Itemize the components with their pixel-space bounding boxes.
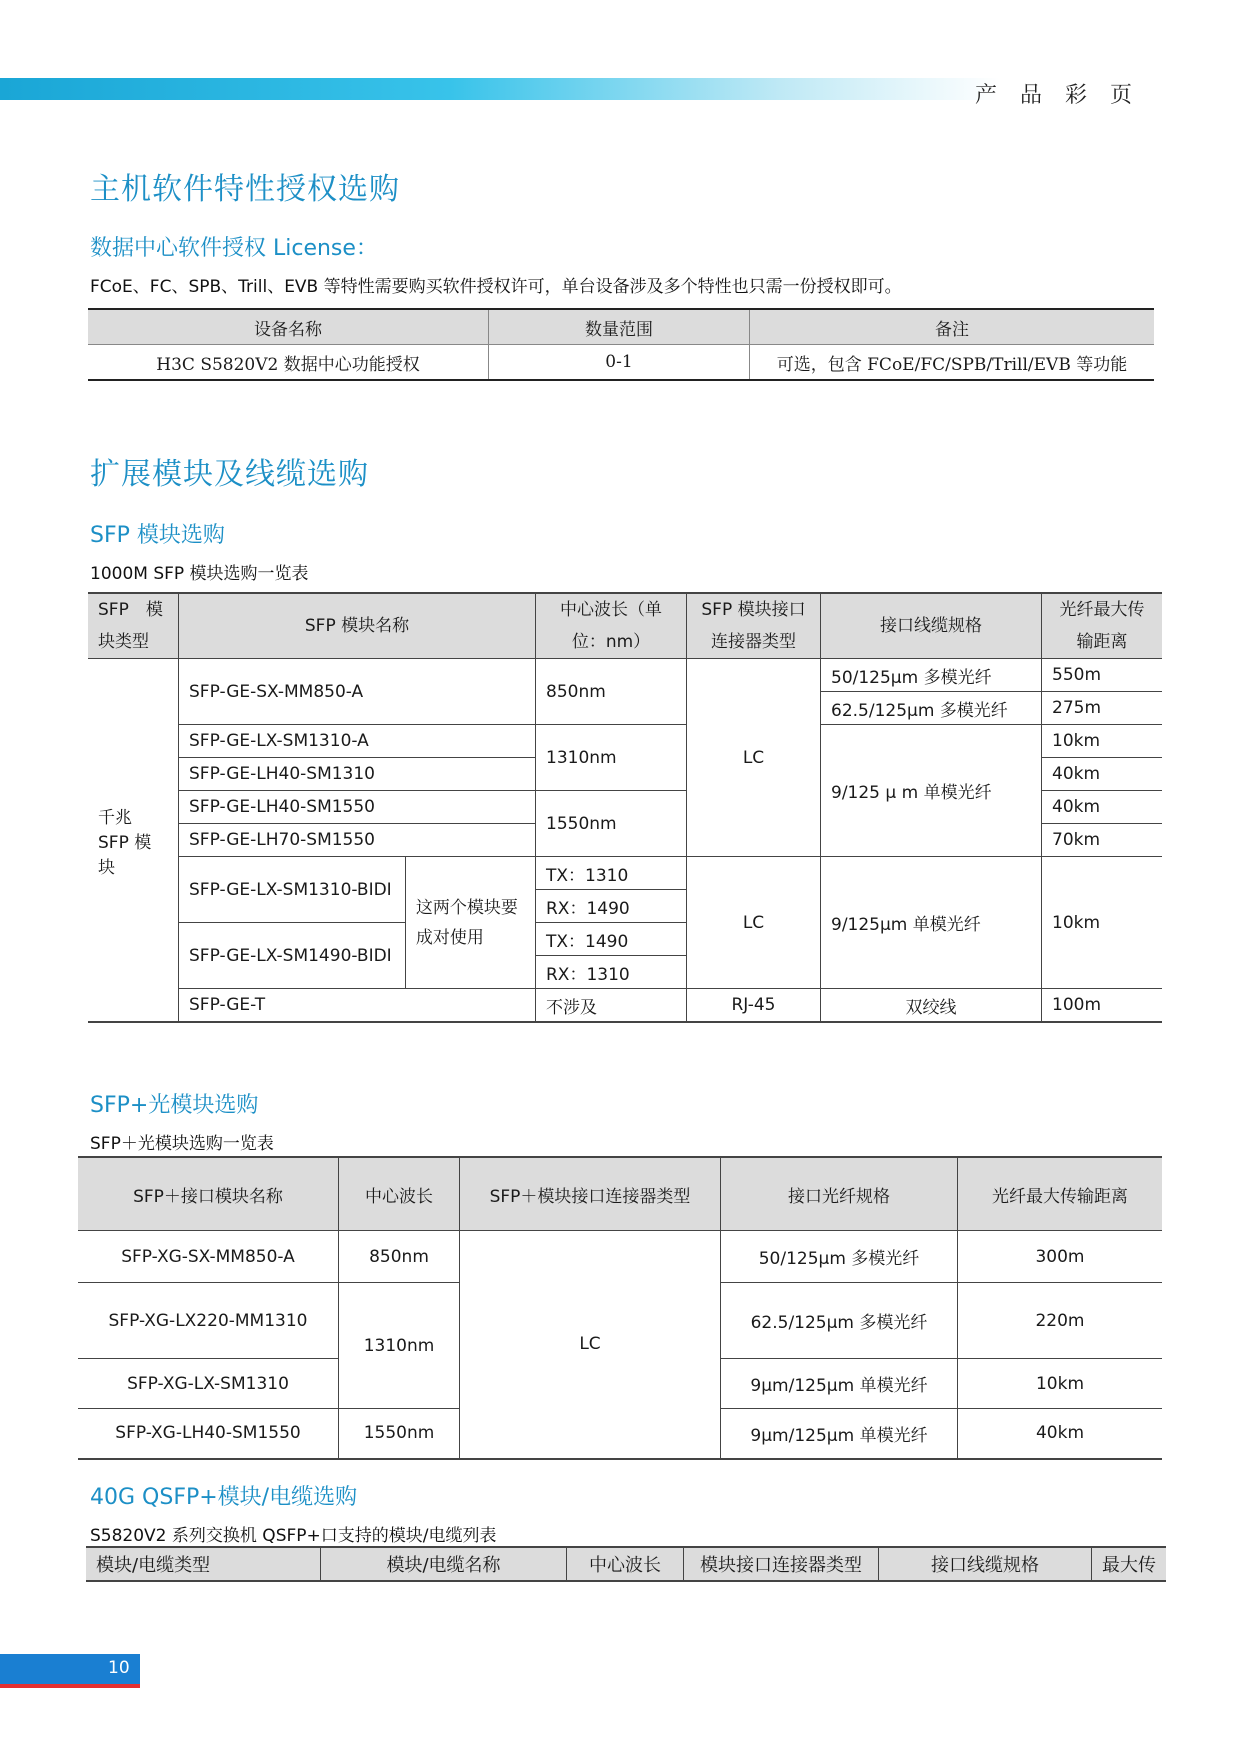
header-connector: 模块接口连接器类型 xyxy=(684,1547,879,1581)
cell-distance: 550m xyxy=(1042,659,1163,692)
cell-name: SFP-GE-LH70-SM1550 xyxy=(179,824,536,857)
header-label: 产 品 彩 页 xyxy=(975,83,1140,108)
section-title-modules-cables: 扩展模块及线缆选购 xyxy=(90,457,369,492)
table-row xyxy=(88,857,1162,890)
cell-wavelength: 1310nm xyxy=(536,725,687,791)
header-max-distance: 最大传 xyxy=(1092,1547,1167,1581)
header-device-name: 设备名称 xyxy=(88,309,489,345)
qsfp-module-table xyxy=(86,1546,1166,1582)
header-gradient-bar xyxy=(0,78,1000,100)
cell-name: SFP-XG-LX-SM1310 xyxy=(78,1359,339,1409)
caption-sfp-plus: SFP＋光模块选购一览表 xyxy=(90,1134,274,1154)
cell-distance: 10km xyxy=(1042,725,1163,758)
table-row xyxy=(88,659,1162,692)
cell-name: SFP-XG-LH40-SM1550 xyxy=(78,1409,339,1459)
cell-name: SFP-GE-LH40-SM1550 xyxy=(179,791,536,824)
subtitle-qsfp: 40G QSFP+模块/电缆选购 xyxy=(90,1485,358,1510)
cell-name: SFP-GE-LX-SM1310-BIDI xyxy=(179,857,406,923)
cell-name: SFP-XG-LX220-MM1310 xyxy=(78,1283,339,1359)
cell-distance: 10km xyxy=(958,1359,1163,1409)
header-max-distance: 光纤最大传输距离 xyxy=(1042,593,1163,659)
cell-name: SFP-XG-SX-MM850-A xyxy=(78,1231,339,1283)
header-wavelength: 中心波长 xyxy=(567,1547,684,1581)
cell-fiber: 9μm/125μm 单模光纤 xyxy=(721,1359,958,1409)
header-wavelength: 中心波长（单位：nm） xyxy=(536,593,687,659)
cell-fiber: 9μm/125μm 单模光纤 xyxy=(721,1409,958,1459)
cell-name: SFP-GE-LX-SM1310-A xyxy=(179,725,536,758)
sfp-plus-module-table xyxy=(78,1156,1162,1460)
section-title-software-license: 主机软件特性授权选购 xyxy=(90,172,400,207)
cell-distance: 40km xyxy=(1042,791,1163,824)
cell-wavelength: 1550nm xyxy=(339,1409,460,1459)
header-remarks: 备注 xyxy=(750,309,1155,345)
table-row xyxy=(88,345,1154,381)
table-header-row xyxy=(88,309,1154,345)
cell-distance: 300m xyxy=(958,1231,1163,1283)
cell-wavelength: TX：1490 xyxy=(536,923,687,956)
cell-name: SFP-GE-T xyxy=(179,989,536,1023)
subtitle-sfp: SFP 模块选购 xyxy=(90,523,225,548)
table-row xyxy=(88,989,1162,1023)
license-table xyxy=(88,308,1154,381)
caption-qsfp: S5820V2 系列交换机 QSFP+口支持的模块/电缆列表 xyxy=(90,1526,497,1546)
cell-wavelength: 850nm xyxy=(339,1231,460,1283)
header-module-type: 模块/电缆类型 xyxy=(86,1547,321,1581)
cell-distance: 40km xyxy=(1042,758,1163,791)
header-sfp-name: SFP 模块名称 xyxy=(179,593,536,659)
cell-name: SFP-GE-LX-SM1490-BIDI xyxy=(179,923,406,989)
caption-sfp: 1000M SFP 模块选购一览表 xyxy=(90,564,309,584)
sfp-module-table xyxy=(88,592,1162,1023)
cell-connector: LC xyxy=(687,659,821,857)
cell-distance: 100m xyxy=(1042,989,1163,1023)
header-connector: SFP＋模块接口连接器类型 xyxy=(460,1157,721,1231)
table-header-row xyxy=(86,1547,1166,1581)
header-max-distance: 光纤最大传输距离 xyxy=(958,1157,1163,1231)
cell-cable: 9/125μm 单模光纤 xyxy=(821,857,1042,989)
cell-distance: 275m xyxy=(1042,692,1163,725)
cell-name: SFP-GE-SX-MM850-A xyxy=(179,659,536,725)
page-number: 10 xyxy=(108,1658,130,1678)
subtitle-datacenter-license: 数据中心软件授权 License： xyxy=(90,236,378,261)
cell-wavelength: 不涉及 xyxy=(536,989,687,1023)
cell-connector: LC xyxy=(460,1231,721,1459)
header-quantity-range: 数量范围 xyxy=(489,309,750,345)
cell-cable: 50/125μm 多模光纤 xyxy=(821,659,1042,692)
cell-wavelength: 1550nm xyxy=(536,791,687,857)
table-header-row xyxy=(78,1157,1162,1231)
cell-cable: 62.5/125μm 多模光纤 xyxy=(821,692,1042,725)
header-cable-spec: 接口线缆规格 xyxy=(821,593,1042,659)
cell-wavelength: 850nm xyxy=(536,659,687,725)
table-header-row xyxy=(88,593,1162,659)
cell-cable: 9/125 μ m 单模光纤 xyxy=(821,725,1042,857)
header-wavelength: 中心波长 xyxy=(339,1157,460,1231)
table-row xyxy=(88,725,1162,758)
page-number-badge xyxy=(0,1654,140,1688)
cell-wavelength: RX：1490 xyxy=(536,890,687,923)
cell-connector: RJ-45 xyxy=(687,989,821,1023)
header-sfp-plus-name: SFP＋接口模块名称 xyxy=(78,1157,339,1231)
cell-cable: 双绞线 xyxy=(821,989,1042,1023)
cell-distance: 70km xyxy=(1042,824,1163,857)
cell-fiber: 62.5/125μm 多模光纤 xyxy=(721,1283,958,1359)
cell-fiber: 50/125μm 多模光纤 xyxy=(721,1231,958,1283)
cell-wavelength: TX：1310 xyxy=(536,857,687,890)
cell-distance: 220m xyxy=(958,1283,1163,1359)
cell-name: SFP-GE-LH40-SM1310 xyxy=(179,758,536,791)
cell-connector: LC xyxy=(687,857,821,989)
cell-sfp-type: 千兆 SFP 模块 xyxy=(88,659,179,1023)
header-fiber-spec: 接口光纤规格 xyxy=(721,1157,958,1231)
cell-distance: 40km xyxy=(958,1409,1163,1459)
cell-device-name: H3C S5820V2 数据中心功能授权 xyxy=(88,345,489,381)
cell-pair-note: 这两个模块要成对使用 xyxy=(405,857,535,989)
cell-wavelength: 1310nm xyxy=(339,1283,460,1409)
subtitle-sfp-plus: SFP+光模块选购 xyxy=(90,1093,259,1118)
header-cable-spec: 接口线缆规格 xyxy=(879,1547,1092,1581)
table-row xyxy=(78,1231,1162,1283)
header-sfp-type: SFP 模块类型 xyxy=(88,593,179,659)
header-module-name: 模块/电缆名称 xyxy=(321,1547,567,1581)
cell-wavelength: RX：1310 xyxy=(536,956,687,989)
header-connector: SFP 模块接口连接器类型 xyxy=(687,593,821,659)
cell-distance: 10km xyxy=(1042,857,1163,989)
cell-quantity-range: 0-1 xyxy=(489,345,750,381)
license-description: FCoE、FC、SPB、Trill、EVB 等特性需要购买软件授权许可，单台设备涉及多个特性也只需一份授权即可。 xyxy=(90,277,902,297)
cell-remarks: 可选，包含 FCoE/FC/SPB/Trill/EVB 等功能 xyxy=(750,345,1155,381)
